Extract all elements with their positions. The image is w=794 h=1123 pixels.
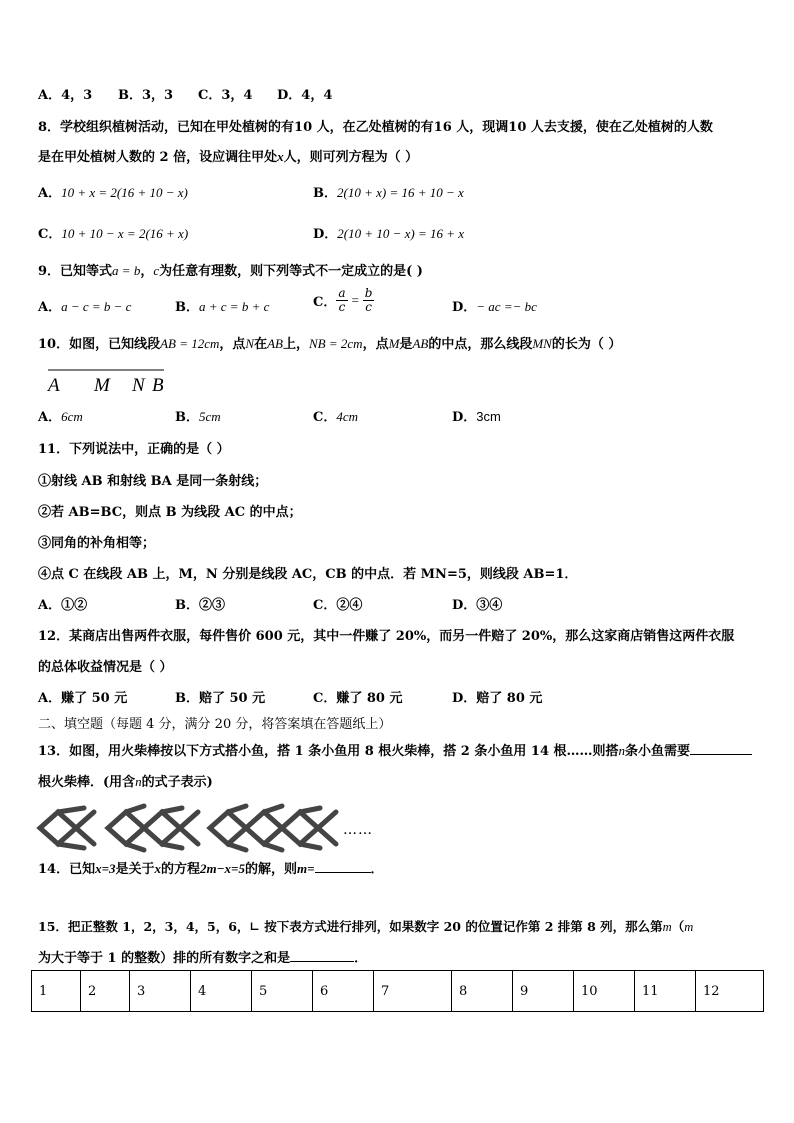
- q8-stem-line2: 是在甲处植树人数的 2 倍，设应调往甲处x人，则可列方程为（ ）: [38, 149, 419, 165]
- q13-figure-ellipsis: ……: [343, 822, 373, 838]
- table-cell: 6: [313, 971, 374, 1012]
- q8-option-a: A．10 + x = 2(16 + 10 − x): [38, 185, 188, 201]
- fish-group-2: [108, 806, 198, 850]
- q12-option-b: B．赔了 50 元: [175, 691, 266, 706]
- point-b-label: B: [152, 375, 164, 396]
- q12-stem-line1: 12．某商店出售两件衣服，每件售价 600 元，其中一件赚了 20%，而另一件赔了 20%，那么这家商店销售这两件衣服: [38, 629, 735, 644]
- q9-option-d: D．− ac =− bc: [452, 299, 537, 315]
- q12-stem-line2: 的总体收益情况是（ ）: [38, 660, 173, 675]
- q7-option-a: A．4，3: [38, 88, 93, 103]
- q10-option-c: C．4cm: [313, 409, 359, 425]
- table-cell: 12: [696, 971, 764, 1012]
- q10-option-a: A．6cm: [38, 409, 83, 425]
- q8-stem-line1: 8．学校组织植树活动，已知在甲处植树的有10 人，在乙处植树的有16 人，现调10 人去支援，使在乙处植树的人数: [38, 120, 713, 135]
- q10-option-d: D．3cm: [452, 409, 501, 425]
- table-cell: 11: [635, 971, 696, 1012]
- q11-statement-4: ④点 C 在线段 AB 上，M，N 分别是线段 AC，CB 的中点．若 MN=5，则线段 AB=1．: [38, 567, 578, 582]
- table-row: [32, 971, 764, 1012]
- q7-option-c: C．3，4: [198, 88, 253, 103]
- q8-option-b: B．2(10 + x) = 16 + 10 − x: [313, 185, 464, 201]
- point-m-label: M: [94, 375, 110, 396]
- q8-option-c: C．10 + 10 − x = 2(16 + x): [38, 226, 189, 242]
- q12-option-c: C．赚了 80 元: [313, 691, 403, 706]
- table-cell: 10: [574, 971, 635, 1012]
- q10-segment-figure: [44, 366, 174, 396]
- q15-number-table: [31, 970, 764, 1012]
- q11-statement-3: ③同角的补角相等；: [38, 536, 156, 551]
- q14-answer-blank[interactable]: [315, 872, 371, 873]
- q7-option-d: D．4，4: [277, 88, 333, 103]
- table-cell: 4: [191, 971, 252, 1012]
- fish-group-1: [40, 808, 94, 848]
- q9-option-c: C． $\frac{a}{c}$ = $\frac{b}{c}$: [313, 286, 373, 314]
- table-cell: 5: [252, 971, 313, 1012]
- q15-stem-line2: 为大于等于 1 的整数）排的所有数字之和是 ．: [38, 951, 368, 966]
- table-cell: 9: [513, 971, 574, 1012]
- q7-option-b: B．3，3: [118, 88, 174, 103]
- table-cell: 2: [81, 971, 130, 1012]
- fish-group-3: [210, 806, 336, 850]
- q11-stem: 11．下列说法中，正确的是（ ）: [38, 442, 230, 457]
- q9-option-a: A．a − c = b − c: [38, 299, 132, 315]
- q11-option-d: D．③④: [452, 598, 503, 613]
- q12-option-a: A．赚了 50 元: [38, 691, 128, 706]
- q11-statement-1: ①射线 AB 和射线 BA 是同一条射线；: [38, 474, 268, 489]
- q11-statement-2: ②若 AB=BC，则点 B 为线段 AC 的中点；: [38, 505, 302, 520]
- q13-matchstick-fish-figure: [36, 802, 346, 860]
- table-cell: 8: [452, 971, 513, 1012]
- q11-option-c: C．②④: [313, 598, 363, 613]
- q8-option-d: D．2(10 + 10 − x) = 16 + x: [313, 226, 465, 242]
- question-14: 14．已知x=3是关于x的方程2m−x=5的解，则m= ．: [38, 861, 384, 877]
- table-cell: 3: [130, 971, 191, 1012]
- q13-stem-line2: 根火柴棒．(用含n的式子表示): [38, 774, 213, 790]
- q10-option-b: B．5cm: [175, 409, 221, 425]
- q10-stem: 10．如图，已知线段AB = 12cm，点N在AB上，NB = 2cm，点M是AB的中点，那么线段MN的长为（ ）: [38, 336, 622, 352]
- point-n-label: N: [132, 375, 145, 396]
- q9-option-b: B．a + c = b + c: [175, 299, 270, 315]
- q13-stem-line1: 13．如图，用火柴棒按以下方式搭小鱼，搭 1 条小鱼用 8 根火柴棒，搭 2 条小鱼用 14 根……则搭n条小鱼需要: [38, 740, 752, 759]
- q9-stem: 9．已知等式a = b，c为任意有理数，则下列等式不一定成立的是( ): [38, 263, 423, 279]
- q11-option-a: A．①②: [38, 598, 88, 613]
- q11-option-b: B．②③: [175, 598, 225, 613]
- q15-stem-line1: 15．把正整数 1，2，3，4，5，6，∟ 按下表方式进行排列，如果数字 20 的位置记作第 2 排第 8 列，那么第m（m: [38, 919, 694, 934]
- table-cell: 1: [32, 971, 81, 1012]
- q15-answer-blank[interactable]: [290, 961, 354, 962]
- q12-option-d: D．赔了 80 元: [452, 691, 543, 706]
- section-2-heading: 二、填空题（每题 4 分，满分 20 分，将答案填在答题纸上）: [38, 717, 392, 732]
- table-cell: 7: [374, 971, 452, 1012]
- q13-answer-blank[interactable]: [690, 754, 752, 755]
- point-a-label: A: [48, 375, 60, 396]
